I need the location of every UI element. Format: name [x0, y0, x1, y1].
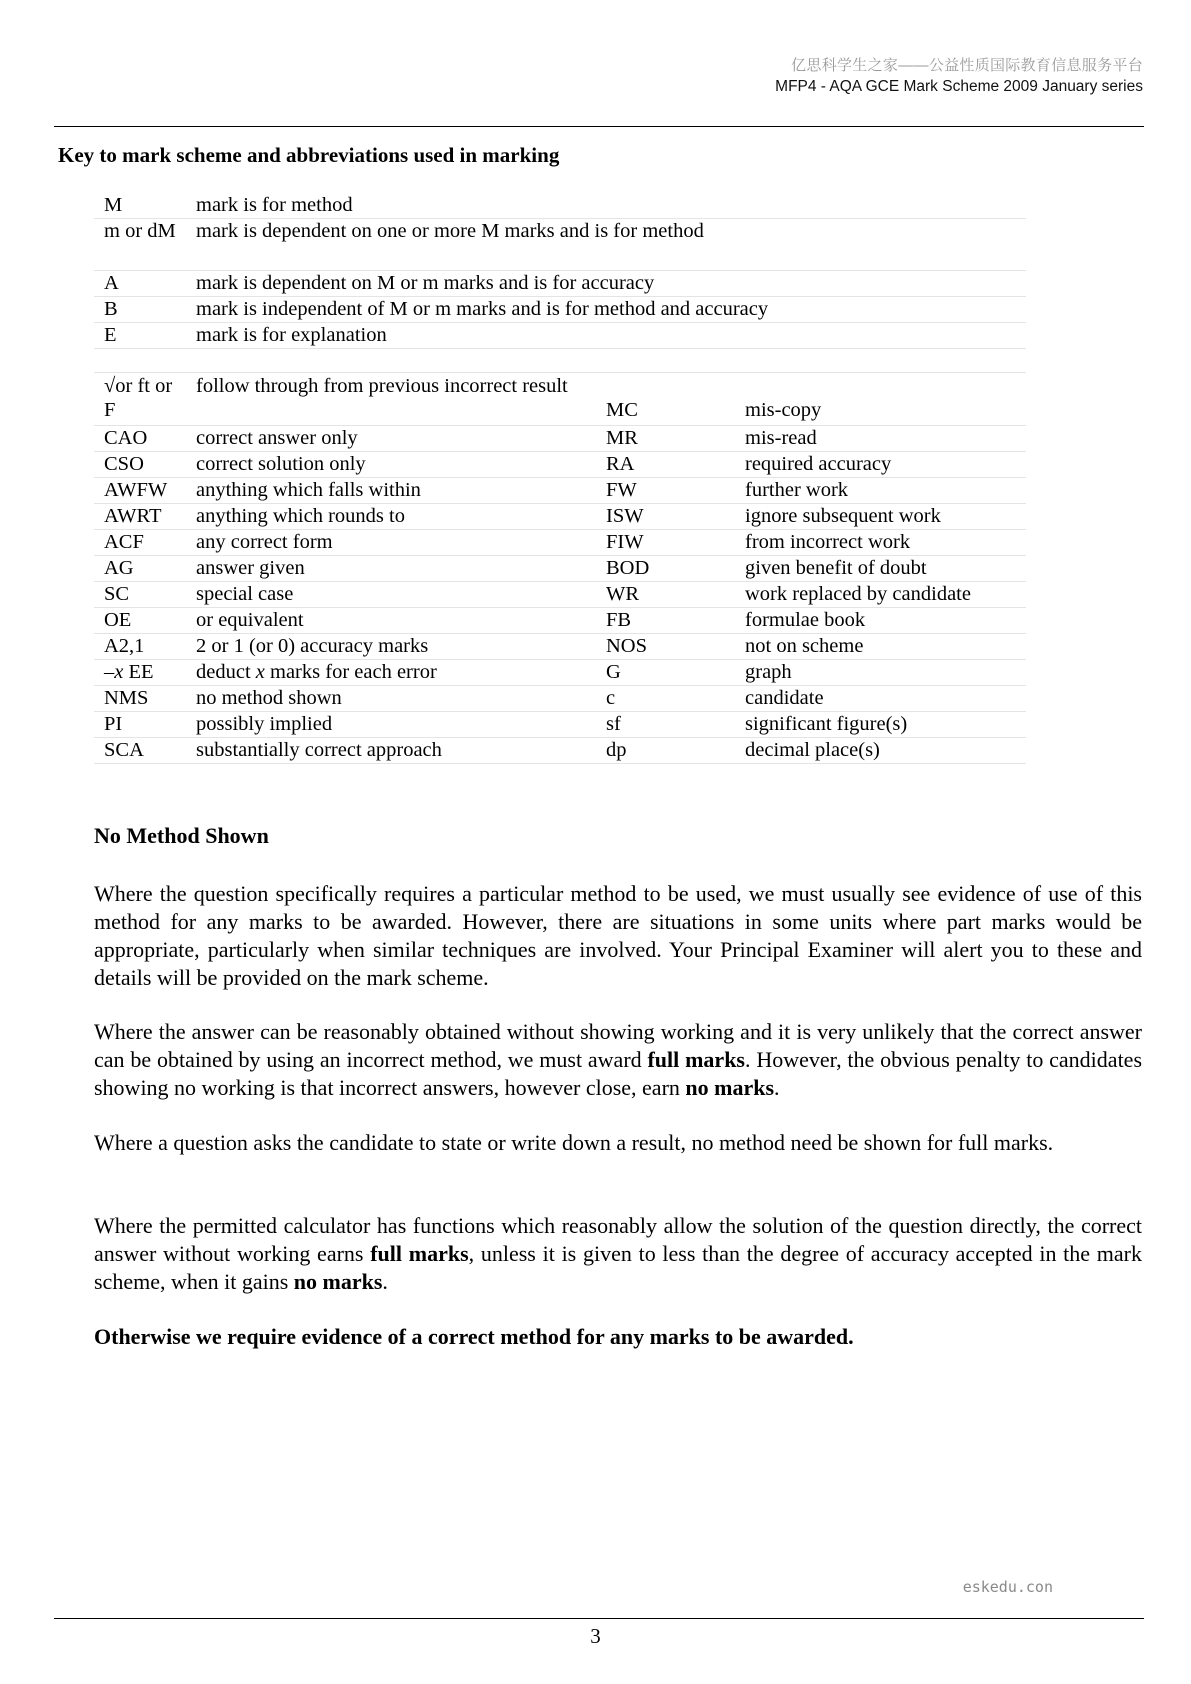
abbreviation-code: NMS: [104, 687, 149, 709]
abbreviation-description: formulae book: [745, 609, 866, 631]
abbreviation-description: from incorrect work: [745, 531, 911, 553]
abbreviation-description: ignore subsequent work: [745, 505, 941, 527]
mark-code: M: [104, 194, 123, 216]
abbreviation-description: decimal place(s): [745, 739, 880, 761]
abbreviation-row: [94, 582, 1026, 608]
spacer-row: [94, 349, 1026, 373]
key-heading: Key to mark scheme and abbreviations used in marking: [58, 143, 560, 167]
nms-paragraph-1: Where the question specifically requires a particular method to be used, we must usually see evidence of use of this method for any marks to be awarded. However, there are situations in some units where part marks would be appropriate, particularly when similar techniques are involved. Your Principal Examiner will alert you to these and details will be provided on the mark scheme.: [94, 881, 1142, 990]
abbreviation-description: substantially correct approach: [196, 739, 442, 761]
abbreviation-description: work replaced by candidate: [745, 583, 971, 605]
abbreviation-description: no method shown: [196, 687, 342, 709]
nms-paragraph-5: Otherwise we require evidence of a correct method for any marks to be awarded.: [94, 1324, 854, 1349]
abbreviation-code: AWFW: [104, 479, 168, 501]
watermark: eskedu.con: [962, 1578, 1053, 1596]
abbreviation-code: AG: [104, 557, 134, 579]
abbreviation-description: special case: [196, 583, 294, 605]
abbreviation-code: RA: [606, 453, 635, 475]
abbreviation-description: 2 or 1 (or 0) accuracy marks: [196, 635, 429, 657]
mark-description: mark is dependent on M or m marks and is for accuracy: [196, 272, 655, 294]
emphasis-no-marks: no marks: [293, 1269, 383, 1294]
nms-heading: No Method Shown: [94, 823, 269, 848]
abbreviations-table: [94, 374, 1026, 764]
mark-code: B: [104, 298, 118, 320]
mark-row: [94, 193, 1026, 219]
abbreviation-code: c: [606, 687, 616, 709]
abbreviation-description: answer given: [196, 557, 305, 579]
abbreviation-code: FB: [606, 609, 632, 631]
mark-code: A: [104, 272, 119, 294]
abbreviation-description: anything which falls within: [196, 479, 421, 501]
abbreviation-code: NOS: [606, 635, 648, 657]
abbreviation-code: ACF: [104, 531, 144, 553]
nms-paragraph-3: Where a question asks the candidate to state or write down a result, no method need be shown for full marks.: [94, 1130, 1054, 1155]
abbreviation-code: ISW: [606, 505, 644, 527]
abbreviation-code: BOD: [606, 557, 650, 579]
abbreviation-row: [94, 530, 1026, 556]
mark-row: [94, 271, 1026, 297]
abbreviation-description: possibly implied: [196, 713, 333, 735]
header-rule: [54, 126, 1144, 127]
mark-description: mark is for method: [196, 194, 353, 216]
emphasis-full-marks: full marks: [370, 1241, 469, 1266]
abbreviation-description: further work: [745, 479, 849, 501]
abbreviation-code: sf: [606, 713, 621, 735]
abbreviation-description: required accuracy: [745, 453, 892, 475]
mark-row: [94, 297, 1026, 323]
header-document-title: MFP4 - AQA GCE Mark Scheme 2009 January series: [775, 78, 1143, 95]
footer-rule: [54, 1618, 1144, 1619]
abbreviation-row: [94, 374, 1026, 426]
abbreviation-description: follow through from previous incorrect result: [196, 375, 568, 397]
abbreviation-code: FW: [606, 479, 637, 501]
abbreviation-code: MR: [606, 427, 638, 449]
abbreviation-description: mis-read: [745, 427, 817, 449]
abbreviation-code: AWRT: [104, 505, 162, 527]
abbreviation-code: CSO: [104, 453, 144, 475]
abbreviation-code: SC: [104, 583, 130, 605]
nms-paragraph-2: Where the answer can be reasonably obtained without showing working and it is very unlikely that the correct answer can be obtained by using an incorrect method, we must award full marks. However, the obvious penalty to candidates showing no working is that incorrect answers, however close, earn no marks.: [94, 1019, 1143, 1100]
abbreviation-description: candidate: [745, 687, 824, 709]
abbreviation-code: MC: [606, 399, 638, 421]
abbreviation-description: or equivalent: [196, 609, 304, 631]
abbreviation-row: [94, 712, 1026, 738]
page-number: 3: [590, 1624, 601, 1648]
abbreviation-description: significant figure(s): [745, 713, 908, 735]
mark-description: mark is dependent on one or more M marks and is for method: [196, 220, 704, 242]
emphasis-no-marks: no marks: [685, 1075, 775, 1100]
abbreviation-description: anything which rounds to: [196, 505, 405, 527]
abbreviation-code: FIW: [606, 531, 644, 553]
abbreviation-row: [94, 660, 1026, 686]
mark-row: [94, 323, 1026, 349]
abbreviation-row: [94, 686, 1026, 712]
abbreviation-row: [94, 738, 1026, 764]
nms-paragraph-4: Where the permitted calculator has functions which reasonably allow the solution of the question directly, the correct answer without working earns full marks, unless it is given to less than the degree of accuracy accepted in the mark scheme, when it gains no marks.: [94, 1213, 1142, 1294]
abbreviation-row: [94, 634, 1026, 660]
abbreviation-description: mis-copy: [745, 399, 822, 421]
abbreviation-code: G: [606, 661, 621, 683]
mark-code: E: [104, 324, 117, 346]
abbreviation-description: given benefit of doubt: [745, 557, 927, 579]
abbreviation-description: any correct form: [196, 531, 333, 553]
abbreviation-row: [94, 504, 1026, 530]
abbreviation-description: correct answer only: [196, 427, 358, 449]
abbreviation-row: [94, 608, 1026, 634]
mark-description: mark is for explanation: [196, 324, 387, 346]
header-site-line: 亿思科学生之家——公益性质国际教育信息服务平台: [791, 57, 1143, 74]
mark-row: [94, 219, 1026, 271]
abbreviation-row: [94, 556, 1026, 582]
abbreviation-row: [94, 478, 1026, 504]
abbreviation-code: SCA: [104, 739, 144, 761]
abbreviation-description: not on scheme: [745, 635, 864, 657]
abbreviation-description: graph: [745, 661, 792, 683]
abbreviation-row: [94, 426, 1026, 452]
mark-description: mark is independent of M or m marks and is for method and accuracy: [196, 298, 769, 320]
abbreviation-description: correct solution only: [196, 453, 366, 475]
abbreviation-code: WR: [606, 583, 640, 605]
mark-code: m or dM: [104, 220, 176, 242]
emphasis-full-marks: full marks: [647, 1047, 745, 1072]
abbreviation-code: OE: [104, 609, 132, 631]
abbreviation-code: –x EE: [104, 661, 154, 683]
abbreviation-row: [94, 452, 1026, 478]
abbreviation-code: dp: [606, 739, 627, 761]
abbreviation-code: √or ft or F: [104, 375, 173, 421]
marks-table: [94, 193, 1026, 373]
abbreviation-description: deduct x marks for each error: [196, 661, 437, 683]
abbreviation-code: CAO: [104, 427, 148, 449]
abbreviation-code: A2,1: [104, 635, 145, 657]
abbreviation-code: PI: [104, 713, 123, 735]
